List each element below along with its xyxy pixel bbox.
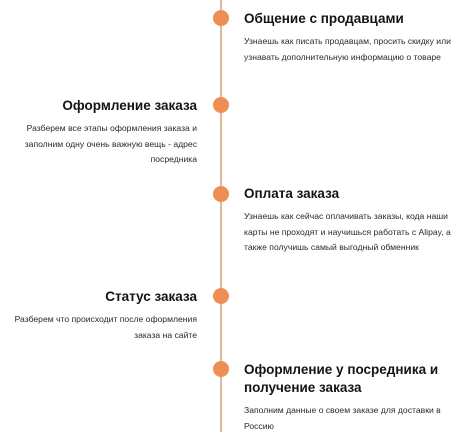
step-description: Разберем что происходит после оформления заказа на сайте bbox=[14, 314, 197, 340]
step-title: Статус заказа bbox=[105, 289, 197, 304]
step-title: Оформление у посредника и получение заказа bbox=[244, 362, 439, 395]
timeline-dot-4 bbox=[213, 288, 229, 304]
timeline-dot-1 bbox=[213, 10, 229, 26]
timeline-step-1 bbox=[244, 10, 456, 65]
step-description: Заполним данные о своем заказе для доставки в Россию bbox=[244, 405, 441, 431]
step-title: Оплата заказа bbox=[244, 186, 340, 201]
timeline-step-3 bbox=[244, 185, 456, 256]
step-title: Оформление заказа bbox=[62, 98, 197, 113]
step-description: Узнаешь как сейчас оплачивать заказы, кода наши карты не проходят и научишься работать с Alipay, а также получишь самый выгодный обменник bbox=[244, 211, 451, 252]
step-description: Разберем все этапы оформления заказа и заполним одну очень важную вещь - адрес посредника bbox=[24, 123, 197, 164]
timeline-dot-2 bbox=[213, 97, 229, 113]
timeline-dot-3 bbox=[213, 186, 229, 202]
step-description: Узнаешь как писать продавцам, просить скидку или узнавать дополнительную информацию о товаре bbox=[244, 36, 451, 62]
step-title: Общение с продавцами bbox=[244, 11, 404, 26]
timeline-step-5 bbox=[244, 361, 456, 434]
timeline-step-2 bbox=[8, 97, 197, 168]
timeline-dot-5 bbox=[213, 361, 229, 377]
timeline-step-4 bbox=[8, 288, 197, 343]
